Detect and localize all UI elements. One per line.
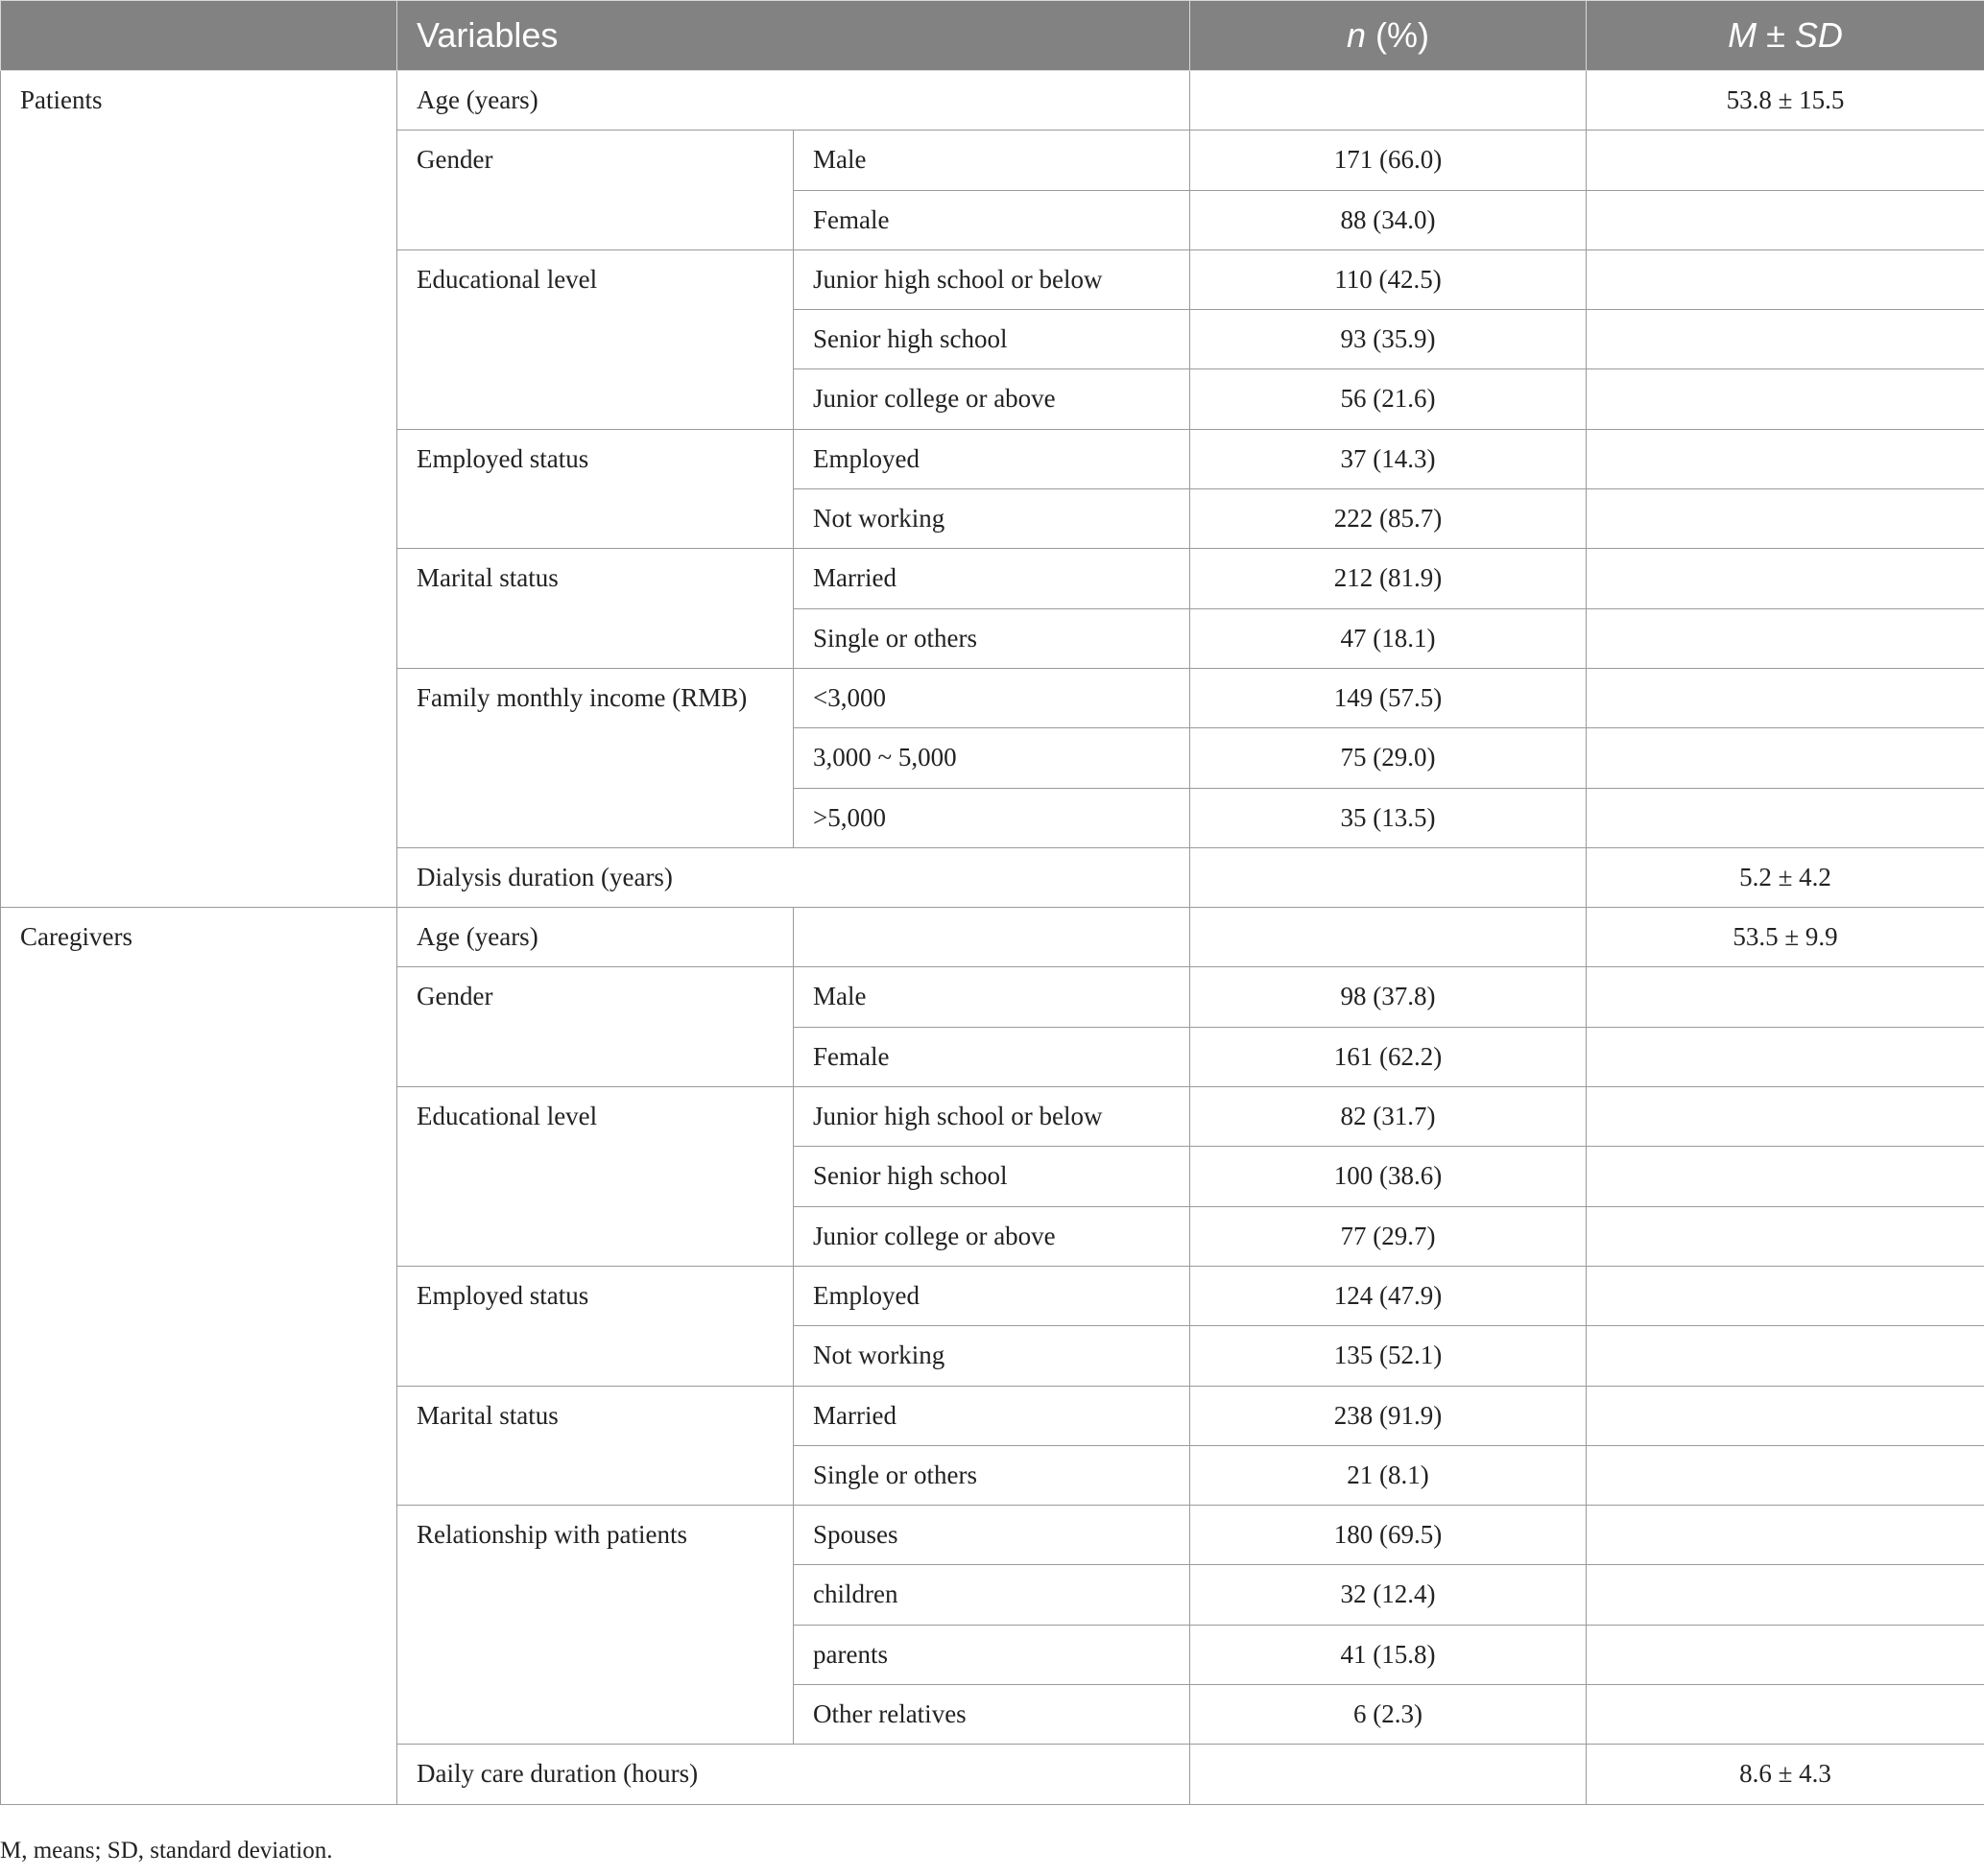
n-cell: 37 (14.3) [1190,429,1587,488]
category-label: Male [794,131,1190,190]
header-pm: ± [1757,15,1795,55]
header-blank [1,1,397,71]
category-label: Not working [794,1326,1190,1386]
n-cell: 238 (91.9) [1190,1386,1587,1445]
msd-cell [1587,1087,1984,1147]
category-label: Other relatives [794,1685,1190,1745]
variable-label: Gender [397,967,794,1087]
msd-cell [1587,549,1984,608]
category-label: Senior high school [794,310,1190,369]
variable-label: Marital status [397,1386,794,1506]
category-label: >5,000 [794,788,1190,847]
n-cell: 75 (29.0) [1190,728,1587,788]
variable-label: Employed status [397,1266,794,1386]
n-cell: 77 (29.7) [1190,1206,1587,1266]
category-label: Not working [794,489,1190,549]
msd-cell [1587,967,1984,1027]
category-label: Junior high school or below [794,1087,1190,1147]
msd-cell [1587,1685,1984,1745]
msd-cell [1587,668,1984,727]
n-cell: 171 (66.0) [1190,131,1587,190]
n-cell: 41 (15.8) [1190,1625,1587,1684]
header-n-percent [1190,1,1587,71]
category-label: 3,000 ~ 5,000 [794,728,1190,788]
variable-label: Age (years) [397,908,794,967]
header-percent: (%) [1366,15,1430,55]
n-cell: 56 (21.6) [1190,369,1587,429]
category-label: Employed [794,429,1190,488]
n-cell: 110 (42.5) [1190,249,1587,309]
msd-cell [1587,489,1984,549]
variable-label: Employed status [397,429,794,549]
msd-cell [1587,788,1984,847]
group-label-patients: Patients [1,71,397,908]
variable-label: Relationship with patients [397,1506,794,1745]
variable-label: Age (years) [397,71,1190,131]
n-cell: 161 (62.2) [1190,1027,1587,1086]
variable-label: Daily care duration (hours) [397,1745,1190,1804]
n-cell: 35 (13.5) [1190,788,1587,847]
msd-cell [1587,1445,1984,1505]
n-cell: 212 (81.9) [1190,549,1587,608]
n-cell [1190,908,1587,967]
n-cell: 93 (35.9) [1190,310,1587,369]
category-label: Male [794,967,1190,1027]
category-label: Married [794,1386,1190,1445]
n-cell: 88 (34.0) [1190,190,1587,249]
n-cell: 124 (47.9) [1190,1266,1587,1325]
category-label: Junior college or above [794,1206,1190,1266]
msd-cell [1587,369,1984,429]
n-cell: 135 (52.1) [1190,1326,1587,1386]
n-cell: 180 (69.5) [1190,1506,1587,1565]
table-header [1,1,1984,71]
msd-cell: 53.8 ± 15.5 [1587,71,1984,131]
table-row [1,908,1984,967]
msd-cell [1587,131,1984,190]
category-label: Married [794,549,1190,608]
n-cell [1190,847,1587,907]
header-n-symbol: n [1347,15,1367,55]
msd-cell [1587,1506,1984,1565]
header-sd-symbol: SD [1794,15,1843,55]
variable-label: Marital status [397,549,794,669]
msd-cell [1587,429,1984,488]
msd-cell [1587,728,1984,788]
header-variables: Variables [397,1,1190,71]
msd-cell: 8.6 ± 4.3 [1587,1745,1984,1804]
n-cell [1190,71,1587,131]
msd-cell [1587,1147,1984,1206]
header-m-symbol: M [1728,15,1757,55]
variable-label: Gender [397,131,794,250]
n-cell: 6 (2.3) [1190,1685,1587,1745]
table-row [1,71,1984,131]
msd-cell: 53.5 ± 9.9 [1587,908,1984,967]
header-mean-sd [1587,1,1984,71]
n-cell [1190,1745,1587,1804]
n-cell: 100 (38.6) [1190,1147,1587,1206]
category-label: Female [794,190,1190,249]
msd-cell [1587,310,1984,369]
variable-label: Educational level [397,249,794,429]
msd-cell [1587,1266,1984,1325]
msd-cell [1587,1206,1984,1266]
category-label: Employed [794,1266,1190,1325]
group-label-caregivers: Caregivers [1,908,397,1804]
variable-label: Educational level [397,1087,794,1267]
category-label: Single or others [794,1445,1190,1505]
n-cell: 149 (57.5) [1190,668,1587,727]
n-cell: 222 (85.7) [1190,489,1587,549]
n-cell: 32 (12.4) [1190,1565,1587,1625]
category-label [794,908,1190,967]
category-label: Single or others [794,608,1190,668]
msd-cell [1587,1027,1984,1086]
category-label: Junior college or above [794,369,1190,429]
category-label: Senior high school [794,1147,1190,1206]
category-label: Spouses [794,1506,1190,1565]
n-cell: 98 (37.8) [1190,967,1587,1027]
category-label: Female [794,1027,1190,1086]
category-label: <3,000 [794,668,1190,727]
msd-cell [1587,1625,1984,1684]
category-label: children [794,1565,1190,1625]
variable-label: Dialysis duration (years) [397,847,1190,907]
table-footnote: M, means; SD, standard deviation. [0,1838,333,1864]
variable-label: Family monthly income (RMB) [397,668,794,847]
msd-cell [1587,608,1984,668]
msd-cell [1587,1565,1984,1625]
table-body [1,71,1984,1805]
msd-cell [1587,190,1984,249]
msd-cell: 5.2 ± 4.2 [1587,847,1984,907]
msd-cell [1587,1386,1984,1445]
category-label: Junior high school or below [794,249,1190,309]
header-row [1,1,1984,71]
n-cell: 47 (18.1) [1190,608,1587,668]
n-cell: 21 (8.1) [1190,1445,1587,1505]
n-cell: 82 (31.7) [1190,1087,1587,1147]
msd-cell [1587,249,1984,309]
category-label: parents [794,1625,1190,1684]
msd-cell [1587,1326,1984,1386]
